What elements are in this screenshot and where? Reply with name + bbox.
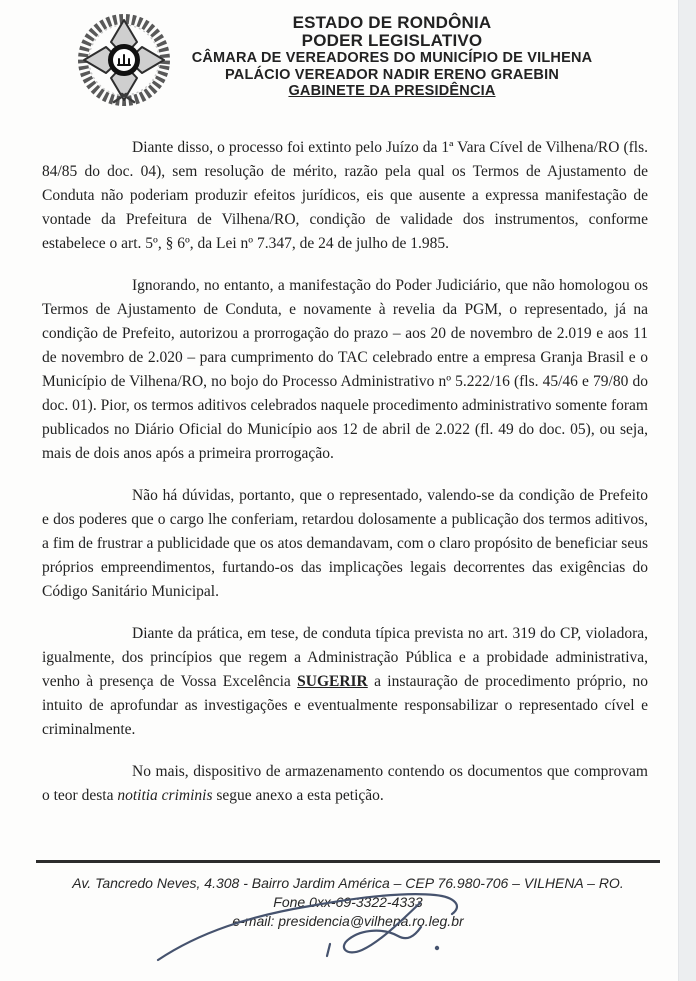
footer bbox=[20, 874, 676, 931]
paragraph-4-emphasis: SUGERIR bbox=[297, 673, 368, 690]
paragraph-1: Diante disso, o processo foi extinto pelo Juízo da 1ª Vara Cível de Vilhena/RO (fls. 84/85 do doc. 04), sem resolução de mérito, razão pela qual os Termos de Ajustamento de Conduta não poderiam produzir efeitos jurídicos, eis que ausente a expressa manifestação de vontade da Prefeitura de Vilhena/RO, condição de validade dos instrumentos, conforme estabelece o art. 5º, § 6º, da Lei nº 7.347, de 24 de julho de 1.985. bbox=[42, 139, 648, 252]
footer-divider bbox=[36, 860, 660, 863]
paragraph-5-latin-term: notitia criminis bbox=[117, 787, 213, 804]
footer-address: Av. Tancredo Neves, 4.308 - Bairro Jardim América – CEP 76.980-706 – VILHENA – RO. bbox=[72, 875, 624, 891]
letterhead bbox=[0, 8, 696, 118]
paragraph-4-pre: Diante da prática, em tese, de conduta típica prevista no art. 319 do CP, violadora, igualmente, dos princípios que regem a Administração Pública e a probidade administrativa, venho à presença de Vossa Excelência bbox=[42, 625, 648, 690]
letterhead-branch: PODER LEGISLATIVO bbox=[301, 31, 483, 50]
footer-email: e-mail: presidencia@vilhena.ro.leg.br bbox=[232, 913, 464, 929]
letterhead-office: GABINETE DA PRESIDÊNCIA bbox=[288, 83, 496, 99]
letterhead-chamber: CÂMARA DE VEREADORES DO MUNICÍPIO DE VILHENA bbox=[191, 50, 593, 66]
scan-edge-shadow bbox=[678, 0, 696, 981]
paragraph-2: Ignorando, no entanto, a manifestação do Poder Judiciário, que não homologou os Termos de Ajustamento de Conduta, e novamente à revelia da PGM, o representado, já na condição de Prefeito, autorizou a prorrogação do prazo – aos 20 de novembro de 2.019 e aos 11 de novembro de 2.020 – para cumprimento do TAC celebrado entre a empresa Granja Brasil e o Município de Vilhena/RO, no bojo do Processo Administrativo nº 5.222/16 (fls. 45/46 e 79/80 do doc. 01). Pior, os termos aditivos celebrados naquele procedimento administrativo somente foram publicados no Diário Oficial do Município aos 12 de abril de 2.022 (fl. 49 do doc. 05), ou seja, mais de dois anos após a primeira prorrogação. bbox=[42, 277, 648, 462]
paragraph-5 bbox=[42, 760, 648, 808]
paragraph-4-post: a instauração de procedimento próprio, no intuito de aprofundar as investigações e eventualmente responsabilizar o representado cível e criminalmente. bbox=[42, 673, 648, 738]
paragraph-3: Não há dúvidas, portanto, que o representado, valendo-se da condição de Prefeito e dos poderes que o cargo lhe conferiam, retardou dolosamente a publicação dos termos aditivos, a fim de frustrar a publicidade que os atos demandavam, com o claro propósito de beneficiar seus próprios empreendimentos, furtando-os das implicações legais decorrentes das exigências do Código Sanitário Municipal. bbox=[42, 487, 648, 600]
footer-phone: Fone 0xx-69-3322-4333 bbox=[273, 894, 423, 910]
letterhead-palace: PALÁCIO VEREADOR NADIR ERENO GRAEBIN bbox=[224, 66, 559, 83]
paragraph-5-pre: No mais, dispositivo de armazenamento contendo os documentos que comprovam o teor desta bbox=[42, 763, 648, 804]
letterhead-state: ESTADO DE RONDÔNIA bbox=[292, 13, 492, 32]
letterhead-titles bbox=[120, 14, 664, 100]
document-body bbox=[42, 136, 648, 826]
paragraph-5-post: segue anexo a esta petição. bbox=[212, 787, 384, 804]
paragraph-4 bbox=[42, 622, 648, 742]
